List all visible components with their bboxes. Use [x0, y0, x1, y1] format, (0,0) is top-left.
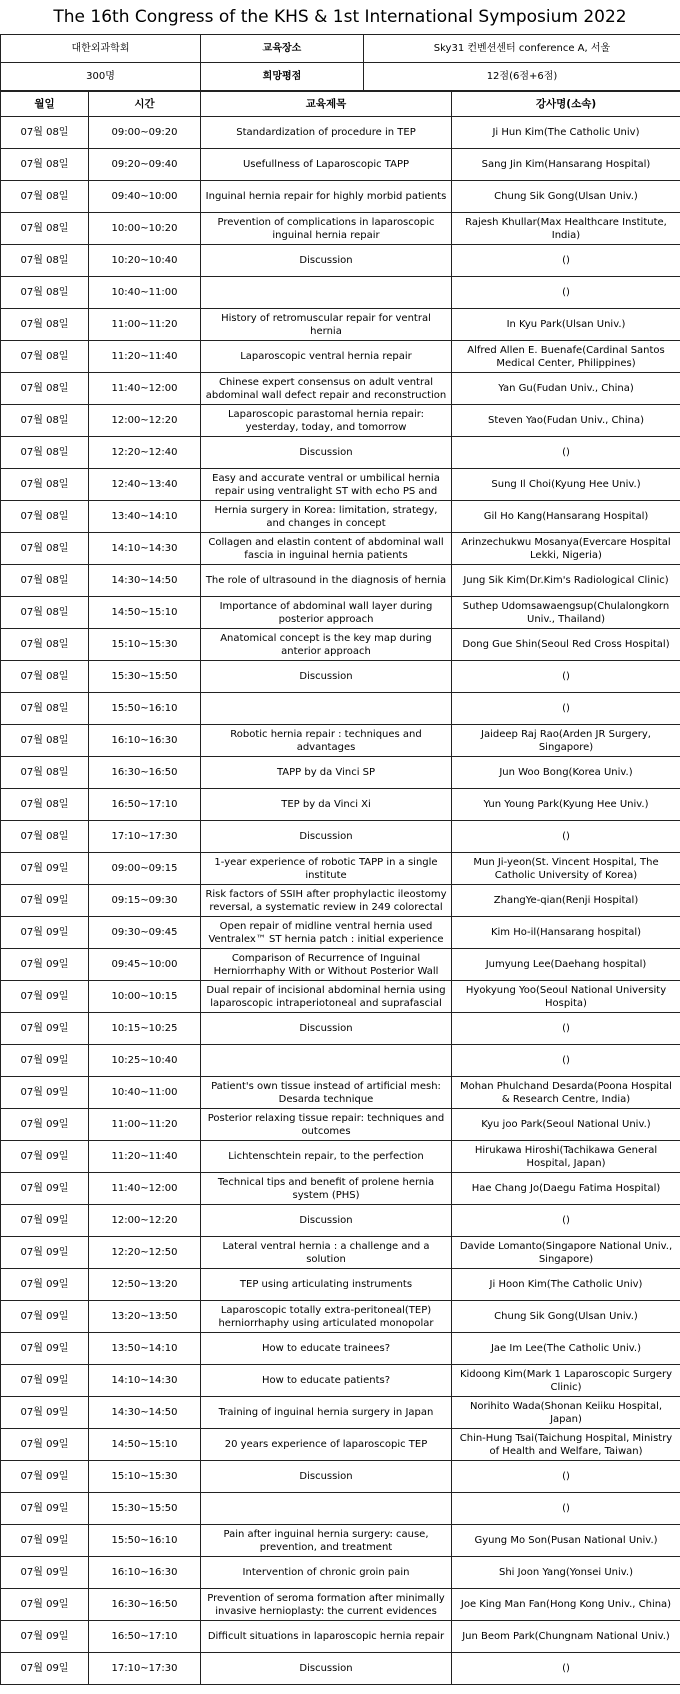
- cell-date: 07월 08일: [1, 437, 89, 469]
- table-row: [1, 1077, 680, 1109]
- cell-time: 10:15~10:25: [89, 1013, 201, 1045]
- cell-speaker: (): [452, 277, 680, 309]
- page-title: The 16th Congress of the KHS & 1st International Symposium 2022: [53, 7, 627, 27]
- table-row: [1, 1205, 680, 1237]
- cell-topic: TEP by da Vinci Xi: [201, 789, 452, 821]
- cell-date: 07월 09일: [1, 949, 89, 981]
- cell-date: 07월 09일: [1, 1269, 89, 1301]
- cell-topic: Discussion: [201, 1653, 452, 1685]
- cell-date: 07월 09일: [1, 1109, 89, 1141]
- cell-time: 09:20~09:40: [89, 149, 201, 181]
- cell-time: 11:00~11:20: [89, 309, 201, 341]
- cell-topic: Prevention of complications in laparoscopic inguinal hernia repair: [201, 213, 452, 245]
- cell-time: 14:30~14:50: [89, 1397, 201, 1429]
- cell-speaker: (): [452, 693, 680, 725]
- cell-topic: Discussion: [201, 1205, 452, 1237]
- table-row: [1, 341, 680, 373]
- table-row: [1, 213, 680, 245]
- cell-time: 09:00~09:15: [89, 853, 201, 885]
- info-row-venue: [1, 35, 680, 63]
- cell-topic: Discussion: [201, 661, 452, 693]
- cell-topic: Laparoscopic ventral hernia repair: [201, 341, 452, 373]
- cell-date: 07월 08일: [1, 309, 89, 341]
- info-row-capacity: [1, 63, 680, 91]
- cell-date: 07월 09일: [1, 1397, 89, 1429]
- cell-time: 15:30~15:50: [89, 661, 201, 693]
- table-row: [1, 917, 680, 949]
- cell-date: 07월 09일: [1, 1141, 89, 1173]
- cell-speaker: Jun Woo Bong(Korea Univ.): [452, 757, 680, 789]
- cell-time: 16:50~17:10: [89, 1621, 201, 1653]
- cell-date: 07월 08일: [1, 565, 89, 597]
- cell-time: 16:10~16:30: [89, 725, 201, 757]
- table-row: [1, 1269, 680, 1301]
- cell-time: 10:00~10:15: [89, 981, 201, 1013]
- cell-speaker: Norihito Wada(Shonan Keiiku Hospital, Japan): [452, 1397, 680, 1429]
- table-row: [1, 853, 680, 885]
- cell-topic: [201, 693, 452, 725]
- cell-speaker: Gyung Mo Son(Pusan National Univ.): [452, 1525, 680, 1557]
- table-row: [1, 501, 680, 533]
- cell-time: 12:50~13:20: [89, 1269, 201, 1301]
- cell-time: 09:45~10:00: [89, 949, 201, 981]
- cell-speaker: Ji Hun Kim(The Catholic Univ): [452, 117, 680, 149]
- cell-date: 07월 09일: [1, 1237, 89, 1269]
- cell-time: 09:15~09:30: [89, 885, 201, 917]
- cell-date: 07월 08일: [1, 661, 89, 693]
- table-row: [1, 981, 680, 1013]
- cell-date: 07월 08일: [1, 501, 89, 533]
- cell-date: 07월 08일: [1, 373, 89, 405]
- table-row: [1, 373, 680, 405]
- cell-speaker: Ji Hoon Kim(The Catholic Univ): [452, 1269, 680, 1301]
- cell-speaker: Sung Il Choi(Kyung Hee Univ.): [452, 469, 680, 501]
- table-row: [1, 1557, 680, 1589]
- cell-speaker: In Kyu Park(Ulsan Univ.): [452, 309, 680, 341]
- cell-topic: Usefullness of Laparoscopic TAPP: [201, 149, 452, 181]
- cell-speaker: Yan Gu(Fudan Univ., China): [452, 373, 680, 405]
- table-row: [1, 181, 680, 213]
- cell-topic: Anatomical concept is the key map during anterior approach: [201, 629, 452, 661]
- header-date: 월일: [1, 92, 89, 117]
- cell-speaker: Steven Yao(Fudan Univ., China): [452, 405, 680, 437]
- cell-date: 07월 08일: [1, 341, 89, 373]
- cell-speaker: ZhangYe-qian(Renji Hospital): [452, 885, 680, 917]
- cell-date: 07월 09일: [1, 1653, 89, 1685]
- cell-speaker: Alfred Allen E. Buenafe(Cardinal Santos Medical Center, Philippines): [452, 341, 680, 373]
- cell-date: 07월 08일: [1, 181, 89, 213]
- cell-time: 15:50~16:10: [89, 1525, 201, 1557]
- table-row: [1, 1301, 680, 1333]
- score-value: 12점(6점+6점): [364, 63, 680, 91]
- cell-speaker: Yun Young Park(Kyung Hee Univ.): [452, 789, 680, 821]
- cell-time: 13:20~13:50: [89, 1301, 201, 1333]
- cell-speaker: Hae Chang Jo(Daegu Fatima Hospital): [452, 1173, 680, 1205]
- cell-topic: Technical tips and benefit of prolene hernia system (PHS): [201, 1173, 452, 1205]
- cell-time: 15:10~15:30: [89, 1461, 201, 1493]
- cell-time: 12:00~12:20: [89, 405, 201, 437]
- table-row: [1, 885, 680, 917]
- table-row: [1, 309, 680, 341]
- cell-topic: Inguinal hernia repair for highly morbid patients: [201, 181, 452, 213]
- cell-speaker: Davide Lomanto(Singapore National Univ., Singapore): [452, 1237, 680, 1269]
- cell-date: 07월 09일: [1, 1365, 89, 1397]
- cell-speaker: Jung Sik Kim(Dr.Kim's Radiological Clinic): [452, 565, 680, 597]
- header-speaker: 강사명(소속): [452, 92, 680, 117]
- cell-time: 10:00~10:20: [89, 213, 201, 245]
- cell-date: 07월 09일: [1, 981, 89, 1013]
- cell-date: 07월 08일: [1, 245, 89, 277]
- cell-date: 07월 08일: [1, 469, 89, 501]
- cell-time: 13:40~14:10: [89, 501, 201, 533]
- table-row: [1, 757, 680, 789]
- cell-date: 07월 09일: [1, 1173, 89, 1205]
- cell-topic: Discussion: [201, 245, 452, 277]
- cell-time: 11:00~11:20: [89, 1109, 201, 1141]
- cell-topic: Discussion: [201, 437, 452, 469]
- cell-date: 07월 09일: [1, 1205, 89, 1237]
- table-row: [1, 437, 680, 469]
- cell-time: 15:30~15:50: [89, 1493, 201, 1525]
- cell-date: 07월 09일: [1, 1493, 89, 1525]
- cell-topic: TEP using articulating instruments: [201, 1269, 452, 1301]
- cell-time: 17:10~17:30: [89, 821, 201, 853]
- cell-topic: Standardization of procedure in TEP: [201, 117, 452, 149]
- cell-date: 07월 08일: [1, 629, 89, 661]
- cell-topic: Collagen and elastin content of abdominal wall fascia in inguinal hernia patients: [201, 533, 452, 565]
- cell-speaker: Jun Beom Park(Chungnam National Univ.): [452, 1621, 680, 1653]
- cell-time: 12:40~13:40: [89, 469, 201, 501]
- table-header: [1, 92, 680, 117]
- cell-topic: Prevention of seroma formation after minimally invasive hernioplasty: the current evidences: [201, 1589, 452, 1621]
- cell-speaker: Jae Im Lee(The Catholic Univ.): [452, 1333, 680, 1365]
- table-row: [1, 1013, 680, 1045]
- cell-speaker: Kidoong Kim(Mark 1 Laparoscopic Surgery Clinic): [452, 1365, 680, 1397]
- cell-date: 07월 09일: [1, 1301, 89, 1333]
- cell-date: 07월 09일: [1, 1429, 89, 1461]
- cell-topic: How to educate patients?: [201, 1365, 452, 1397]
- cell-time: 11:40~12:00: [89, 373, 201, 405]
- cell-time: 10:40~11:00: [89, 277, 201, 309]
- cell-date: 07월 08일: [1, 725, 89, 757]
- cell-date: 07월 08일: [1, 597, 89, 629]
- cell-date: 07월 08일: [1, 213, 89, 245]
- cell-topic: Laparoscopic totally extra-peritoneal(TEP) herniorrhaphy using articulated monopolar: [201, 1301, 452, 1333]
- table-row: [1, 1237, 680, 1269]
- schedule-rows: [1, 117, 680, 1685]
- table-row: [1, 1141, 680, 1173]
- cell-topic: Open repair of midline ventral hernia used Ventralex™ ST hernia patch : initial experience: [201, 917, 452, 949]
- cell-date: 07월 09일: [1, 1333, 89, 1365]
- cell-time: 11:20~11:40: [89, 341, 201, 373]
- table-row: [1, 149, 680, 181]
- cell-date: 07월 08일: [1, 789, 89, 821]
- table-row: [1, 1365, 680, 1397]
- table-row: [1, 533, 680, 565]
- cell-speaker: (): [452, 1461, 680, 1493]
- cell-time: 12:20~12:40: [89, 437, 201, 469]
- table-row: [1, 1109, 680, 1141]
- cell-time: 11:40~12:00: [89, 1173, 201, 1205]
- cell-topic: Difficult situations in laparoscopic hernia repair: [201, 1621, 452, 1653]
- header-topic: 교육제목: [201, 92, 452, 117]
- table-row: [1, 1429, 680, 1461]
- cell-time: 09:00~09:20: [89, 117, 201, 149]
- cell-speaker: Joe King Man Fan(Hong Kong Univ., China): [452, 1589, 680, 1621]
- cell-time: 09:30~09:45: [89, 917, 201, 949]
- table-row: [1, 565, 680, 597]
- cell-speaker: Shi Joon Yang(Yonsei Univ.): [452, 1557, 680, 1589]
- cell-speaker: Kim Ho-il(Hansarang hospital): [452, 917, 680, 949]
- cell-topic: Dual repair of incisional abdominal hernia using laparoscopic intraperiotoneal and suprafascial: [201, 981, 452, 1013]
- cell-date: 07월 09일: [1, 1077, 89, 1109]
- cell-time: 14:50~15:10: [89, 597, 201, 629]
- cell-time: 09:40~10:00: [89, 181, 201, 213]
- cell-topic: Laparoscopic parastomal hernia repair: yesterday, today, and tomorrow: [201, 405, 452, 437]
- cell-speaker: (): [452, 1013, 680, 1045]
- cell-speaker: Chung Sik Gong(Ulsan Univ.): [452, 1301, 680, 1333]
- cell-date: 07월 09일: [1, 1013, 89, 1045]
- cell-topic: Training of inguinal hernia surgery in Japan: [201, 1397, 452, 1429]
- cell-topic: Patient's own tissue instead of artificial mesh: Desarda technique: [201, 1077, 452, 1109]
- cell-topic: Robotic hernia repair : techniques and advantages: [201, 725, 452, 757]
- cell-speaker: (): [452, 821, 680, 853]
- table-row: [1, 405, 680, 437]
- cell-date: 07월 08일: [1, 533, 89, 565]
- cell-time: 10:40~11:00: [89, 1077, 201, 1109]
- cell-time: 10:25~10:40: [89, 1045, 201, 1077]
- table-row: [1, 789, 680, 821]
- table-row: [1, 1621, 680, 1653]
- cell-speaker: Mohan Phulchand Desarda(Poona Hospital & Research Centre, India): [452, 1077, 680, 1109]
- cell-topic: Discussion: [201, 821, 452, 853]
- cell-time: 15:50~16:10: [89, 693, 201, 725]
- cell-speaker: Jumyung Lee(Daehang hospital): [452, 949, 680, 981]
- table-row: [1, 1525, 680, 1557]
- cell-date: 07월 08일: [1, 693, 89, 725]
- cell-time: 14:30~14:50: [89, 565, 201, 597]
- cell-date: 07월 08일: [1, 149, 89, 181]
- cell-time: 16:10~16:30: [89, 1557, 201, 1589]
- table-row: [1, 693, 680, 725]
- cell-time: 14:50~15:10: [89, 1429, 201, 1461]
- cell-time: 12:20~12:50: [89, 1237, 201, 1269]
- table-row: [1, 949, 680, 981]
- table-row: [1, 725, 680, 757]
- cell-time: 14:10~14:30: [89, 533, 201, 565]
- cell-time: 10:20~10:40: [89, 245, 201, 277]
- cell-speaker: Chung Sik Gong(Ulsan Univ.): [452, 181, 680, 213]
- cell-topic: Comparison of Recurrence of Inguinal Herniorrhaphy With or Without Posterior Wall: [201, 949, 452, 981]
- cell-topic: History of retromuscular repair for ventral hernia: [201, 309, 452, 341]
- cell-time: 17:10~17:30: [89, 1653, 201, 1685]
- cell-topic: [201, 277, 452, 309]
- table-row: [1, 1333, 680, 1365]
- table-row: [1, 821, 680, 853]
- cell-date: 07월 08일: [1, 405, 89, 437]
- cell-speaker: Mun Ji-yeon(St. Vincent Hospital, The Catholic University of Korea): [452, 853, 680, 885]
- cell-speaker: Jaideep Raj Rao(Arden JR Surgery, Singapore): [452, 725, 680, 757]
- cell-topic: Posterior relaxing tissue repair: techniques and outcomes: [201, 1109, 452, 1141]
- table-row: [1, 1397, 680, 1429]
- cell-topic: TAPP by da Vinci SP: [201, 757, 452, 789]
- info-table: [0, 34, 680, 91]
- cell-date: 07월 09일: [1, 1525, 89, 1557]
- cell-date: 07월 09일: [1, 1589, 89, 1621]
- cell-speaker: (): [452, 245, 680, 277]
- cell-topic: Hernia surgery in Korea: limitation, strategy, and changes in concept: [201, 501, 452, 533]
- cell-date: 07월 09일: [1, 1045, 89, 1077]
- cell-topic: Pain after inguinal hernia surgery: cause, prevention, and treatment: [201, 1525, 452, 1557]
- cell-speaker: Arinzechukwu Mosanya(Evercare Hospital Lekki, Nigeria): [452, 533, 680, 565]
- cell-time: 15:10~15:30: [89, 629, 201, 661]
- score-label: 희망평점: [201, 63, 364, 91]
- cell-date: 07월 09일: [1, 1621, 89, 1653]
- table-row: [1, 1653, 680, 1685]
- cell-time: 13:50~14:10: [89, 1333, 201, 1365]
- cell-time: 11:20~11:40: [89, 1141, 201, 1173]
- cell-speaker: (): [452, 437, 680, 469]
- cell-speaker: Gil Ho Kang(Hansarang Hospital): [452, 501, 680, 533]
- cell-topic: How to educate trainees?: [201, 1333, 452, 1365]
- table-row: [1, 597, 680, 629]
- table-row: [1, 1589, 680, 1621]
- venue-label: 교육장소: [201, 35, 364, 63]
- venue-value: Sky31 컨벤션센터 conference A, 서울: [364, 35, 680, 63]
- cell-date: 07월 09일: [1, 917, 89, 949]
- cell-date: 07월 09일: [1, 885, 89, 917]
- cell-topic: [201, 1045, 452, 1077]
- cell-topic: [201, 1493, 452, 1525]
- cell-topic: Importance of abdominal wall layer during posterior approach: [201, 597, 452, 629]
- cell-speaker: (): [452, 1045, 680, 1077]
- cell-date: 07월 08일: [1, 277, 89, 309]
- table-row: [1, 629, 680, 661]
- cell-time: 16:50~17:10: [89, 789, 201, 821]
- cell-topic: Lichtenschtein repair, to the perfection: [201, 1141, 452, 1173]
- cell-topic: Intervention of chronic groin pain: [201, 1557, 452, 1589]
- table-row: [1, 1045, 680, 1077]
- header-time: 시간: [89, 92, 201, 117]
- cell-date: 07월 08일: [1, 117, 89, 149]
- table-row: [1, 1173, 680, 1205]
- cell-topic: Discussion: [201, 1461, 452, 1493]
- cell-topic: Easy and accurate ventral or umbilical hernia repair using ventralight ST with echo PS and: [201, 469, 452, 501]
- cell-topic: Discussion: [201, 1013, 452, 1045]
- table-row: [1, 277, 680, 309]
- cell-speaker: Hyokyung Yoo(Seoul National University Hospita): [452, 981, 680, 1013]
- cell-time: 16:30~16:50: [89, 757, 201, 789]
- cell-speaker: (): [452, 1205, 680, 1237]
- cell-date: 07월 08일: [1, 757, 89, 789]
- cell-speaker: Suthep Udomsawaengsup(Chulalongkorn Univ., Thailand): [452, 597, 680, 629]
- cell-date: 07월 09일: [1, 1461, 89, 1493]
- schedule-table: [0, 91, 680, 1685]
- organizer: 대한외과학회: [1, 35, 201, 63]
- cell-time: 12:00~12:20: [89, 1205, 201, 1237]
- cell-time: 16:30~16:50: [89, 1589, 201, 1621]
- cell-topic: The role of ultrasound in the diagnosis of hernia: [201, 565, 452, 597]
- cell-speaker: Sang Jin Kim(Hansarang Hospital): [452, 149, 680, 181]
- table-row: [1, 117, 680, 149]
- table-row: [1, 1493, 680, 1525]
- cell-speaker: Dong Gue Shin(Seoul Red Cross Hospital): [452, 629, 680, 661]
- cell-topic: 20 years experience of laparoscopic TEP: [201, 1429, 452, 1461]
- cell-speaker: Rajesh Khullar(Max Healthcare Institute, India): [452, 213, 680, 245]
- table-row: [1, 1461, 680, 1493]
- cell-date: 07월 09일: [1, 1557, 89, 1589]
- cell-speaker: Chin-Hung Tsai(Taichung Hospital, Ministry of Health and Welfare, Taiwan): [452, 1429, 680, 1461]
- cell-date: 07월 08일: [1, 821, 89, 853]
- cell-speaker: Hirukawa Hiroshi(Tachikawa General Hospital, Japan): [452, 1141, 680, 1173]
- cell-topic: Chinese expert consensus on adult ventral abdominal wall defect repair and reconstruction: [201, 373, 452, 405]
- cell-topic: Risk factors of SSIH after prophylactic ileostomy reversal, a systematic review in 249 colorectal: [201, 885, 452, 917]
- cell-topic: 1-year experience of robotic TAPP in a single institute: [201, 853, 452, 885]
- cell-speaker: (): [452, 1493, 680, 1525]
- capacity: 300명: [1, 63, 201, 91]
- table-row: [1, 469, 680, 501]
- cell-speaker: (): [452, 661, 680, 693]
- cell-topic: Lateral ventral hernia : a challenge and a solution: [201, 1237, 452, 1269]
- table-row: [1, 661, 680, 693]
- cell-speaker: Kyu joo Park(Seoul National Univ.): [452, 1109, 680, 1141]
- cell-time: 14:10~14:30: [89, 1365, 201, 1397]
- cell-date: 07월 09일: [1, 853, 89, 885]
- cell-speaker: (): [452, 1653, 680, 1685]
- table-row: [1, 245, 680, 277]
